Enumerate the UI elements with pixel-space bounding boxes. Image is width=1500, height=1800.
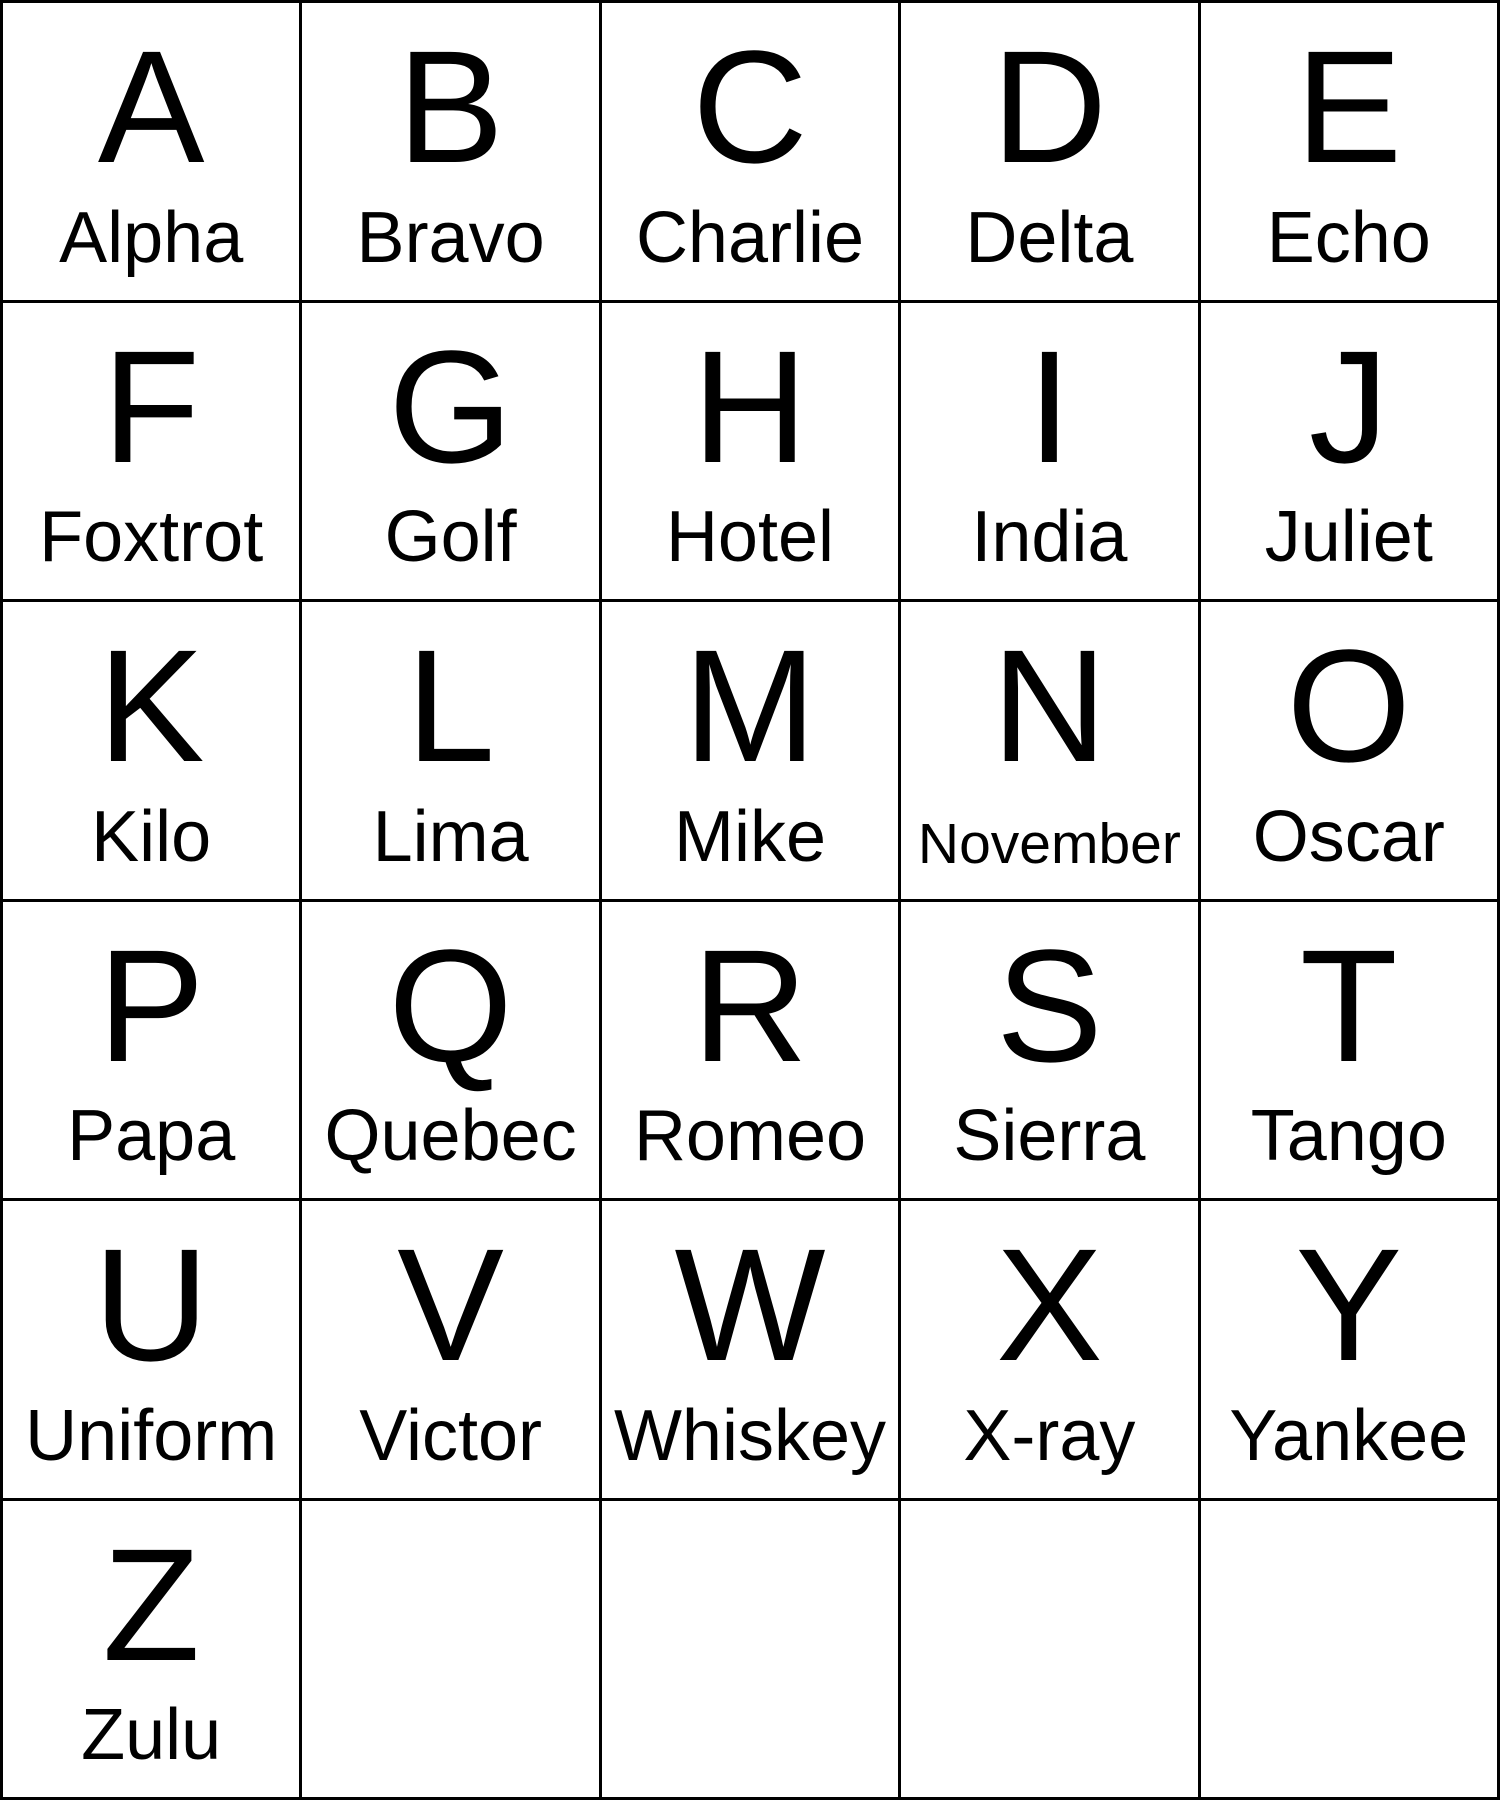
- cell-word: Yankee: [1229, 1395, 1469, 1476]
- cell-letter: Z: [102, 1514, 201, 1694]
- cell-r: [602, 902, 898, 1199]
- cell-word: November: [917, 811, 1181, 876]
- cell-letter: V: [397, 1215, 504, 1394]
- cell-i: [901, 303, 1197, 600]
- cell-word: Oscar: [1252, 796, 1445, 877]
- cell-word: Bravo: [356, 197, 545, 278]
- cell-letter: W: [674, 1215, 826, 1394]
- cell-letter: S: [996, 915, 1103, 1095]
- cell-k: [3, 602, 299, 899]
- cell-b: [302, 3, 598, 300]
- cell-word: Foxtrot: [39, 497, 264, 577]
- cell-letter: O: [1286, 616, 1412, 795]
- cell-u: [3, 1201, 299, 1498]
- cell-word: Quebec: [324, 1096, 577, 1176]
- cell-word: Lima: [372, 796, 529, 877]
- cell-word: Delta: [965, 197, 1134, 278]
- cell-word: Victor: [359, 1395, 542, 1476]
- cell-letter: U: [93, 1215, 209, 1394]
- cell-word: Tango: [1250, 1096, 1447, 1176]
- cell-word: Sierra: [953, 1096, 1146, 1176]
- cell-word: Uniform: [25, 1395, 278, 1476]
- cell-l: [302, 602, 598, 899]
- cell-letter: C: [692, 17, 808, 196]
- cell-empty: [901, 1501, 1197, 1798]
- cell-word: Golf: [384, 497, 517, 577]
- cell-letter: L: [406, 616, 496, 795]
- cell-word: Alpha: [59, 197, 244, 278]
- cell-t: [1201, 902, 1497, 1199]
- cell-q: [302, 902, 598, 1199]
- cell-word: India: [971, 497, 1128, 577]
- cell-a: [3, 3, 299, 300]
- cell-j: [1201, 303, 1497, 600]
- cell-word: Hotel: [665, 497, 835, 577]
- cell-e: [1201, 3, 1497, 300]
- cell-word: Echo: [1266, 197, 1431, 278]
- cell-letter: J: [1308, 316, 1389, 496]
- cell-letter: A: [97, 17, 205, 196]
- cell-p: [3, 902, 299, 1199]
- cell-letter: Y: [1295, 1215, 1403, 1394]
- cell-word: Juliet: [1264, 497, 1433, 577]
- cell-letter: K: [97, 616, 205, 795]
- cell-letter: D: [991, 17, 1108, 196]
- cell-s: [901, 902, 1197, 1199]
- cell-h: [602, 303, 898, 600]
- cell-word: Charlie: [635, 197, 865, 278]
- cell-y: [1201, 1201, 1497, 1498]
- cell-d: [901, 3, 1197, 300]
- cell-letter: G: [388, 316, 513, 496]
- cell-empty: [602, 1501, 898, 1798]
- cell-word: Zulu: [81, 1695, 222, 1775]
- cell-empty: [302, 1501, 598, 1798]
- cell-n: [901, 602, 1197, 899]
- cell-empty: [1201, 1501, 1497, 1798]
- cell-z: [3, 1501, 299, 1798]
- cell-letter: T: [1299, 915, 1398, 1095]
- cell-x: [901, 1201, 1197, 1498]
- cell-letter: M: [683, 616, 817, 795]
- cell-v: [302, 1201, 598, 1498]
- cell-c: [602, 3, 898, 300]
- cell-letter: B: [397, 17, 504, 196]
- cell-letter: X: [996, 1215, 1103, 1394]
- cell-letter: Q: [388, 915, 513, 1095]
- cell-g: [302, 303, 598, 600]
- cell-word: Romeo: [633, 1096, 867, 1176]
- cell-letter: N: [991, 616, 1108, 795]
- cell-letter: E: [1295, 17, 1403, 196]
- cell-word: Whiskey: [613, 1395, 887, 1476]
- cell-letter: R: [692, 915, 808, 1095]
- cell-word: X-ray: [963, 1395, 1136, 1476]
- cell-letter: F: [102, 316, 201, 496]
- cell-o: [1201, 602, 1497, 899]
- cell-letter: H: [692, 316, 808, 496]
- cell-m: [602, 602, 898, 899]
- cell-f: [3, 303, 299, 600]
- cell-w: [602, 1201, 898, 1498]
- cell-word: Mike: [673, 796, 826, 877]
- cell-word: Kilo: [91, 796, 212, 877]
- cell-word: Papa: [67, 1096, 236, 1176]
- cell-letter: P: [97, 915, 205, 1095]
- cell-letter: I: [1027, 316, 1072, 496]
